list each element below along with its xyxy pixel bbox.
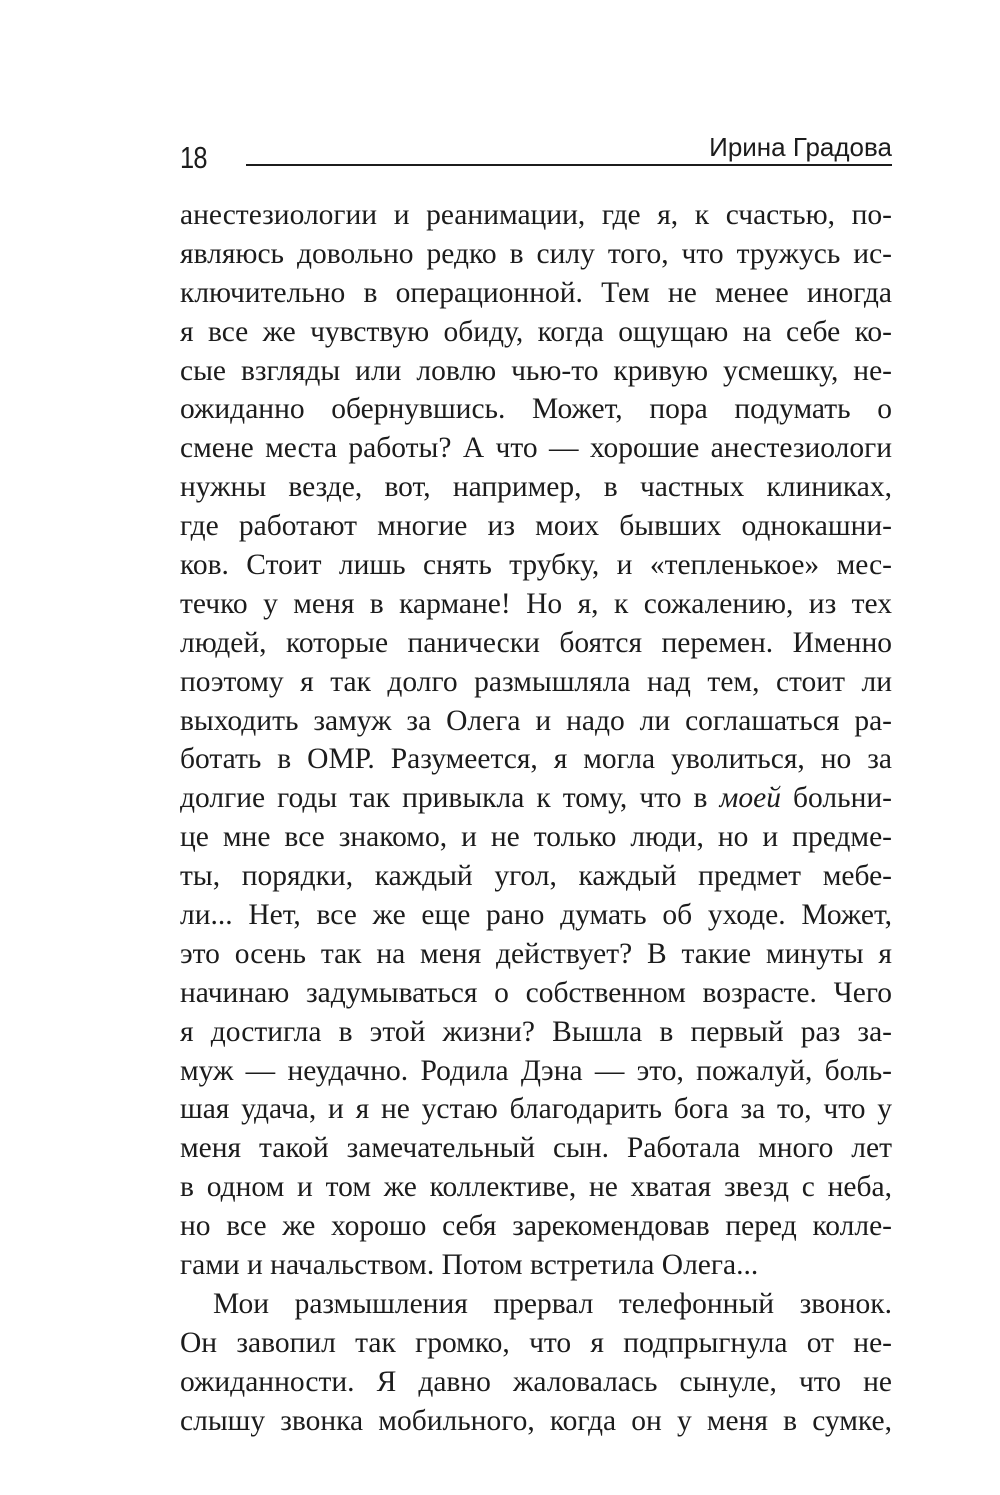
- text-line: слышу звонка мобильного, когда он у меня в сумке,: [180, 1404, 892, 1437]
- running-title-author: Ирина Градова: [709, 132, 892, 162]
- text-line: це мне все знакомо, и не только люди, но и предме-: [180, 821, 892, 854]
- text-line: людей, которые панически боятся перемен. Именно: [180, 626, 892, 659]
- text-line: анестезиологии и реанимации, где я, к счастью, по-: [180, 199, 892, 231]
- text-segment: долгие годы так привыкла к тому, что в: [180, 782, 720, 815]
- text-line: течко у меня в кармане! Но я, к сожалению, из тех: [180, 587, 892, 620]
- text-line: муж — неудачно. Родила Дэна — это, пожалуй, боль-: [180, 1054, 892, 1087]
- text-line: в одном и том же коллективе, не хватая звезд с неба,: [180, 1171, 892, 1204]
- text-line-with-emphasis: [180, 779, 892, 818]
- text-line: ключительно в операционной. Тем не менее иногда: [180, 276, 892, 309]
- text-line: гами и начальством. Потом встретила Олега...: [180, 1249, 759, 1282]
- text-line: ботать в ОМР. Разумеется, я могла уволиться, но за: [180, 743, 892, 776]
- text-line: выходить замуж за Олега и надо ли соглашаться ра-: [180, 704, 892, 737]
- running-header: [180, 128, 892, 180]
- text-line: начинаю задумываться о собственном возрасте. Чего: [180, 976, 892, 1009]
- header-rule: [246, 164, 892, 166]
- paragraph-2: [180, 1285, 892, 1441]
- page-number: 18: [180, 140, 207, 175]
- text-segment: больни-: [780, 782, 892, 815]
- text-line: Он завопил так громко, что я подпрыгнула от не-: [180, 1326, 892, 1359]
- text-line: где работают многие из моих бывших однокашни-: [180, 510, 892, 543]
- text-line: я достигла в этой жизни? Вышла в первый раз за-: [180, 1015, 892, 1048]
- text-line: Мои размышления прервал телефонный звонок.: [213, 1287, 892, 1320]
- text-line: меня такой замечательный сын. Работала много лет: [180, 1132, 892, 1165]
- text-line: это осень так на меня действует? В такие минуты я: [180, 937, 892, 970]
- paragraph-1: [180, 196, 892, 1285]
- text-line: но все же хорошо себя зарекомендовав перед колле-: [180, 1210, 892, 1243]
- text-line: шая удача, и я не устаю благодарить бога за то, что у: [180, 1093, 892, 1126]
- text-line: ожиданности. Я давно жаловалась сынуле, что не: [180, 1365, 892, 1398]
- text-line: я все же чувствую обиду, когда ощущаю на себе ко-: [180, 315, 892, 348]
- text-line: ков. Стоит лишь снять трубку, и «тепленькое» мес-: [180, 549, 892, 582]
- body-text: [180, 196, 892, 1441]
- italic-emphasis: моей: [719, 782, 781, 815]
- text-line: ты, порядки, каждый угол, каждый предмет мебе-: [180, 860, 892, 893]
- text-line: смене места работы? А что — хорошие анестезиологи: [180, 432, 892, 465]
- text-line: являюсь довольно редко в силу того, что тружусь ис-: [180, 237, 892, 270]
- text-line: ожиданно обернувшись. Может, пора подумать о: [180, 393, 892, 426]
- text-line: поэтому я так долго размышляла над тем, стоит ли: [180, 665, 892, 698]
- text-line: нужны везде, вот, например, в частных клиниках,: [180, 471, 892, 504]
- text-line: ли... Нет, все же еще рано думать об уходе. Может,: [180, 899, 892, 932]
- text-line: сые взгляды или ловлю чью-то кривую усмешку, не-: [180, 354, 892, 387]
